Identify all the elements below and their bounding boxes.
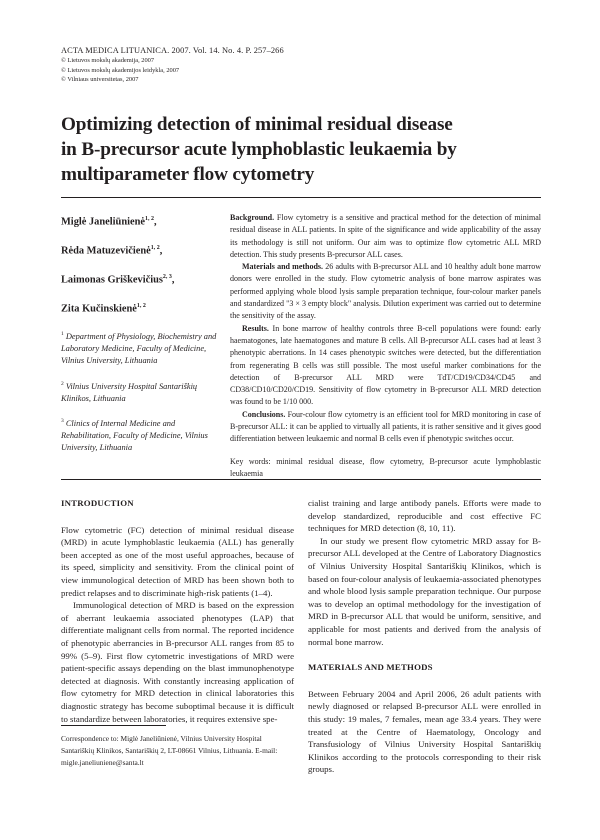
abstract-results: Results. In bone marrow of healthy controls three B-cell populations were found: early haematogones, late haematogones and mature B cells. All B-precursor ALL cases had at least 3 phenotypic aberrations. In 14 cases phenotypic switches were detected, but the differentiation from regenerating B cells was still possible. The most useful marker combinations for the detection of B-precursor ALL MRD were TdT/CD19/CD34/CD45 and CD38/CD10/CD20/CD19. Sensitivity of flow cytometry in B-precursor ALL MRD detection was found to be 1/10 000. [230, 323, 541, 407]
paragraph: cialist training and large antibody panels. Efforts were made to develop standardized, reproducible and cost effective FC techniques for MRD detection (8, 10, 11). [308, 498, 541, 534]
section-heading-introduction: INTRODUCTION [61, 498, 134, 508]
author: Rėda Matuzevičienė$^{1, 2}$, [61, 244, 163, 257]
author: Miglė Janeliūnienė$^{1, 2}$, [61, 216, 157, 228]
paragraph: Immunological detection of MRD is based on the expression of aberrant leukaemia associated phenotypes (LAP) that differentiate malignant cells from normal. The reported incidence of phenotypic aberrancies in B-precursor ALL ranges from 85 to 99% (5–9). First flow cytometric investigations of MRD were patient-specific assays depending on the blast immunophenotype detected at diagnosis. With constantly increasing application of flow cytometry for MRD detection in clinical laboratories this diagnostic strategy has become suboptimal because it is difficult to standardize between laboratories, it requires extensive spe- [61, 600, 294, 724]
title-line: Optimizing detection of minimal residual disease [61, 114, 453, 135]
affiliation: $^3$ Clinics of Internal Medicine and Rehabilitation, Faculty of Medicine, Vilnius University, Lithuania [61, 417, 208, 453]
section-heading-methods: MATERIALS AND METHODS [308, 662, 433, 673]
journal-citation: ACTA MEDICA LITUANICA. 2007. Vol. 14. No. 4. P. 257–266 [61, 46, 284, 55]
affiliation: $^1$ Department of Physiology, Biochemistry and Laboratory Medicine, Faculty of Medicine, Vilnius University, Lithuania [61, 330, 217, 366]
abstract-conclusions: Conclusions. Four-colour flow cytometry is an efficient tool for MRD monitoring in case of B-precursor ALL: it can be applied to virtually all patients, it is rather sensitive and it gives good differentiation between leukaemic and normal B cells even if phenotypic switches occur. [230, 409, 542, 444]
paragraph: Between February 2004 and April 2006, 26 adult patients with newly diagnosed or relapsed B-precursor ALL were enrolled in this study: 19 males, 7 females, mean age 33.4 years. They were treated at the Centre of Haematology, Oncology and Transfusiology of Vilnius University Hospital Santariškių Klinikos according to the protocols corresponding to their risk groups. [308, 688, 541, 775]
copyright-line: © Lietuvos mokslų akademija, 2007 [61, 57, 155, 64]
copyright-line: © Lietuvos mokslų akademijos leidykla, 2007 [61, 66, 180, 74]
paragraph: In our study we present flow cytometric MRD assay for B-precursor ALL developed at the Centre of Laboratory Diagnostics of Vilnius University Hospital Santariškių Klinikos, which is based on four-colour analysis of leukaemia-associated phenotypes and whole blood lysis sample preparation technique. Our purpose was to develop an optimal methodology for the investigation of MRD in B-precursor ALL that would be uniform, sensitive, and applicable for most patients and derived from the analysis of normal bone marrow. [308, 535, 541, 647]
author: Laimonas Griškevičius$^{2, 3}$, [61, 273, 175, 286]
abstract-methods: Materials and methods. 26 adults with B-precursor ALL and 10 healthy adult bone marrow donors were enrolled in the study. Flow cytometric analysis of bone marrow aspirates was performed applying whole blood lysis sample preparation technique, four-colour marker panels and standardized "3 × 3 empty block" analysis. Dilution experiment was carried out to determine the sensitivity of the assay. [230, 262, 542, 321]
article-title [61, 112, 541, 187]
affiliation: $^2$ Vilnius University Hospital Santariškių Klinikos, Lithuania [61, 380, 198, 403]
copyright-line: © Vilniaus universitetas, 2007 [61, 76, 139, 84]
abstract-background: Background. Flow cytometry is a sensitive and practical method for the detection of minimal residual disease in ALL patients. In spite of the significance and wide applicability of the assay its methodology is still not uniform. Our aim was to optimize flow cytometric ALL MRD detection. This study presents B-precursor ALL cases. [230, 213, 541, 259]
author: Zita Kučinskienė$^{1, 2}$ [61, 302, 146, 315]
author-block [61, 212, 221, 455]
left-column [61, 497, 294, 725]
title-line: multiparameter flow cytometry [61, 164, 315, 185]
correspondence-note: Correspondence to: Miglė Janeliūnienė, Vilnius University Hospital Santariškių Klinikos, Santariškių 2, LT-08661 Vilnius, Lithuania. E-mail: migle.janeliuniene@santa.lt [61, 734, 278, 767]
abstract [230, 212, 541, 480]
keywords: Key words: minimal residual disease, flow cytometry, B-precursor acute lymphoblastic leukaemia [230, 456, 542, 478]
title-line: in B-precursor acute lymphoblastic leukaemia by [61, 139, 457, 160]
paragraph: Flow cytometric (FC) detection of minimal residual disease (MRD) in acute lymphoblastic leukaemia (ALL) has generally been accepted as one of the most useful approaches, because of its speed, simplicity and sensitivity. From the clinical point of view immunological detection of MRD has been shown both to predict relapses and to discriminate high-risk patients (1–4). [61, 524, 294, 598]
journal-header [61, 45, 541, 85]
title-rule [61, 197, 541, 198]
right-column [308, 497, 541, 776]
abstract-rule [61, 479, 541, 480]
footnote-rule [61, 725, 166, 726]
